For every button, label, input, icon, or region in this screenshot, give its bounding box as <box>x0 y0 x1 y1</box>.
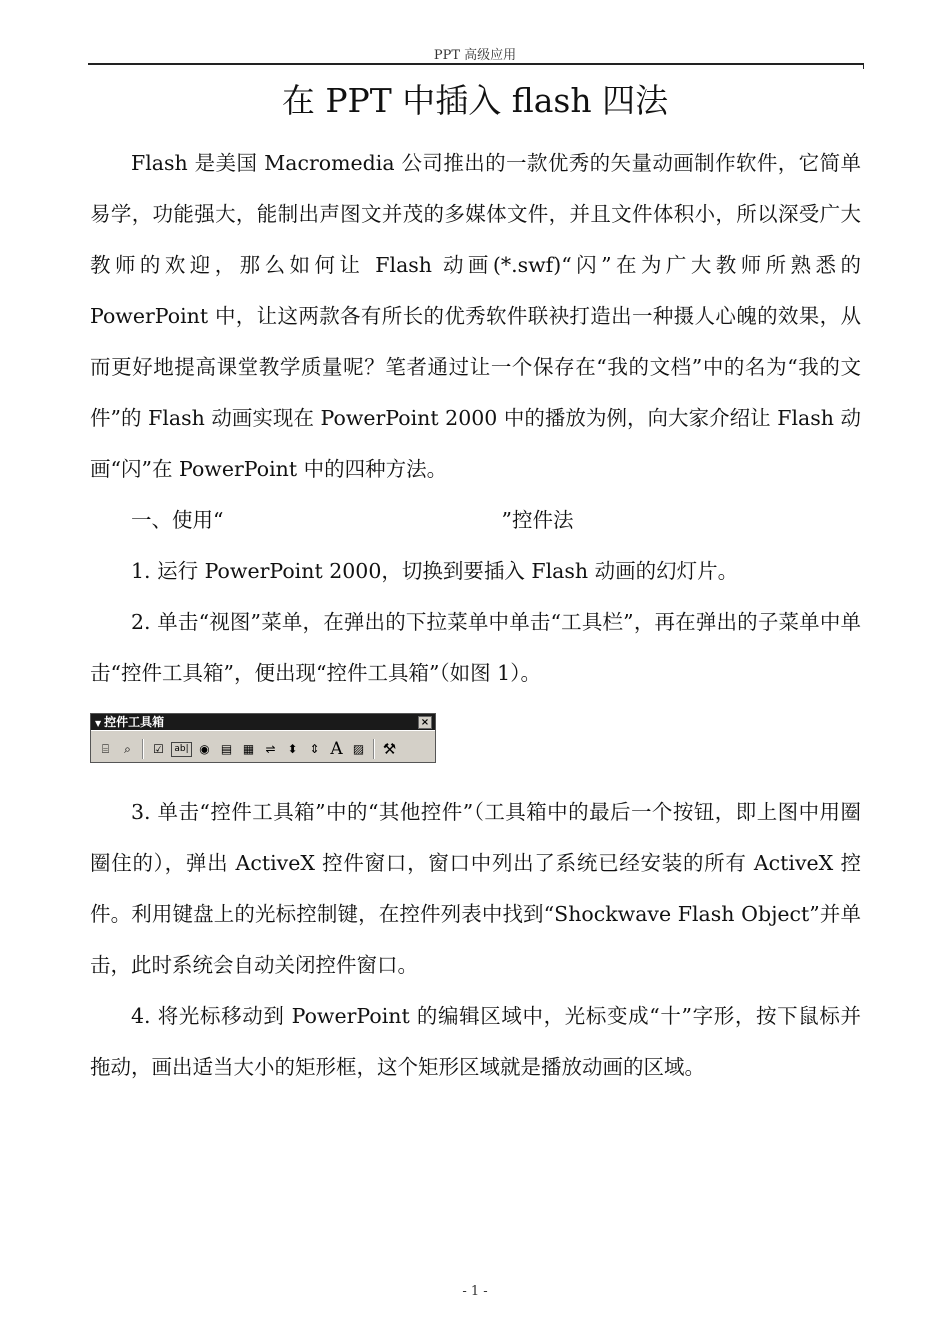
toolbox-separator <box>373 739 375 759</box>
toolbox-title: 控件工具箱 <box>104 715 165 729</box>
checkbox-icon[interactable]: ☑ <box>153 742 164 756</box>
toolbox-icon-row <box>91 730 435 763</box>
textbox-icon[interactable]: ab| <box>171 742 192 757</box>
section-heading-suffix: ”控件法 <box>501 508 574 532</box>
step-1-paragraph: 1. 运行 PowerPoint 2000，切换到要插入 Flash 动画的幻灯片。 <box>131 559 739 583</box>
section-heading-prefix: 一、使用“ <box>131 508 224 532</box>
page-header: PPT 高级应用 <box>433 48 517 63</box>
combobox-icon[interactable]: ▦ <box>242 742 255 756</box>
page-number: - 1 - <box>462 1284 488 1299</box>
listbox-icon[interactable]: ▤ <box>220 742 233 756</box>
scrollbar-icon[interactable]: ⇕ <box>309 742 320 756</box>
radio-icon[interactable]: ◉ <box>199 742 210 756</box>
control-toolbox-figure <box>90 713 436 763</box>
section-heading-1 <box>90 495 861 546</box>
more-controls-icon[interactable]: ⚒ <box>382 739 397 758</box>
step-4-paragraph: 4. 将光标移动到 PowerPoint 的编辑区域中，光标变成“十”字形，按下鼠标并拖动，画出适当大小的矩形框，这个矩形区域就是播放动画的区域。 <box>90 1004 861 1079</box>
image-icon[interactable]: ▨ <box>352 742 365 756</box>
step-3-paragraph: 3. 单击“控件工具箱”中的“其他控件”（工具箱中的最后一个按钮，即上图中用圈圈住的），弹出 ActiveX 控件窗口，窗口中列出了系统已经安装的所有 ActiveX 控件。利用键盘上的光标控制键，在控件列表中找到“Shockwave Flash Object”并单击，此时系统会自动关闭控件窗口。 <box>90 800 861 977</box>
header-rule <box>88 63 864 65</box>
document-title: 在 PPT 中插入 flash 四法 <box>281 81 669 120</box>
toolbox-separator <box>142 739 144 759</box>
properties-icon[interactable]: ⌸ <box>101 742 110 756</box>
toggle-icon[interactable]: ⇌ <box>265 742 276 756</box>
spinner-icon[interactable]: ⬍ <box>287 742 298 756</box>
toolbox-close-button[interactable]: × <box>418 716 432 729</box>
document-body <box>90 138 861 1093</box>
label-icon[interactable]: A <box>330 738 343 759</box>
view-code-icon[interactable]: ⌕ <box>124 742 131 756</box>
toolbox-title-bar[interactable] <box>91 714 435 730</box>
toolbox-menu-arrow-icon[interactable]: ▼ <box>95 719 102 728</box>
intro-paragraph: Flash 是美国 Macromedia 公司推出的一款优秀的矢量动画制作软件，它简单易学，功能强大，能制出声图文并茂的多媒体文件，并且文件体积小，所以深受广大教师的欢迎，那么如何让 Flash 动画(*.swf)“闪”在为广大教师所熟悉的 PowerPoint 中，让这两款各有所长的优秀软件联袂打造出一种摄人心魄的效果，从而更好地提高课堂教学质量呢？笔者通过让一个保存在“我的文档”中的名为“我的文件”的 Flash 动画实现在 PowerPoint 2000 中的播放为例，向大家介绍让 Flash 动画“闪”在 PowerPoint 中的四种方法。 <box>90 151 861 481</box>
step-2-paragraph: 2. 单击“视图”菜单，在弹出的下拉菜单中单击“工具栏”，再在弹出的子菜单中单击“控件工具箱”，便出现“控件工具箱”（如图 1）。 <box>90 610 861 685</box>
